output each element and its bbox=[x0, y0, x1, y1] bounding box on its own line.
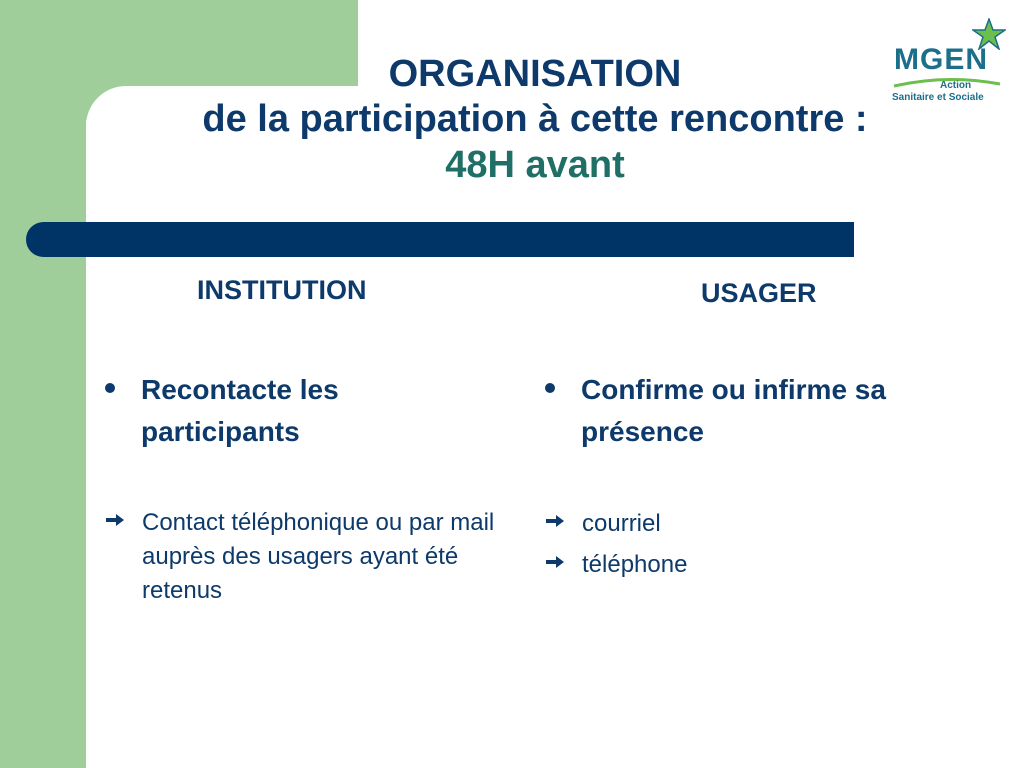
title-line-3: 48H avant bbox=[445, 144, 625, 186]
bullet-text-institution: Recontacte les participants bbox=[141, 374, 339, 447]
logo-subtitle-sanitaire: Sanitaire et Sociale bbox=[892, 92, 984, 103]
arrow-text-usager-1: courriel bbox=[582, 510, 661, 537]
title-line-2: de la participation à cette rencontre : bbox=[202, 98, 868, 140]
arrow-right-icon bbox=[545, 513, 565, 529]
bullet-item-institution bbox=[105, 369, 405, 453]
arrow-right-icon bbox=[545, 554, 565, 570]
arrow-item-institution-1 bbox=[105, 506, 510, 608]
title-line-1: ORGANISATION bbox=[388, 53, 682, 95]
bullet-item-usager bbox=[545, 369, 975, 453]
logo-subtitle-action: Action bbox=[940, 80, 972, 91]
title-divider-bar bbox=[26, 222, 854, 257]
arrow-right-icon bbox=[105, 512, 125, 528]
column-heading-usager: USAGER bbox=[701, 278, 817, 308]
bullet-dot-icon bbox=[545, 383, 555, 393]
column-heading-institution: INSTITUTION bbox=[197, 275, 367, 305]
arrow-text-usager-2: téléphone bbox=[582, 551, 688, 578]
arrow-item-usager-1 bbox=[545, 507, 845, 541]
arrow-item-usager-2 bbox=[545, 548, 845, 582]
arrow-text-institution-1: Contact téléphonique ou par mail auprès des usagers ayant été retenus bbox=[142, 509, 495, 604]
slide-title bbox=[100, 52, 970, 188]
bullet-text-usager: Confirme ou infirme sa présence bbox=[581, 374, 886, 447]
bullet-dot-icon bbox=[105, 383, 115, 393]
logo-name: MGEN bbox=[894, 43, 988, 76]
